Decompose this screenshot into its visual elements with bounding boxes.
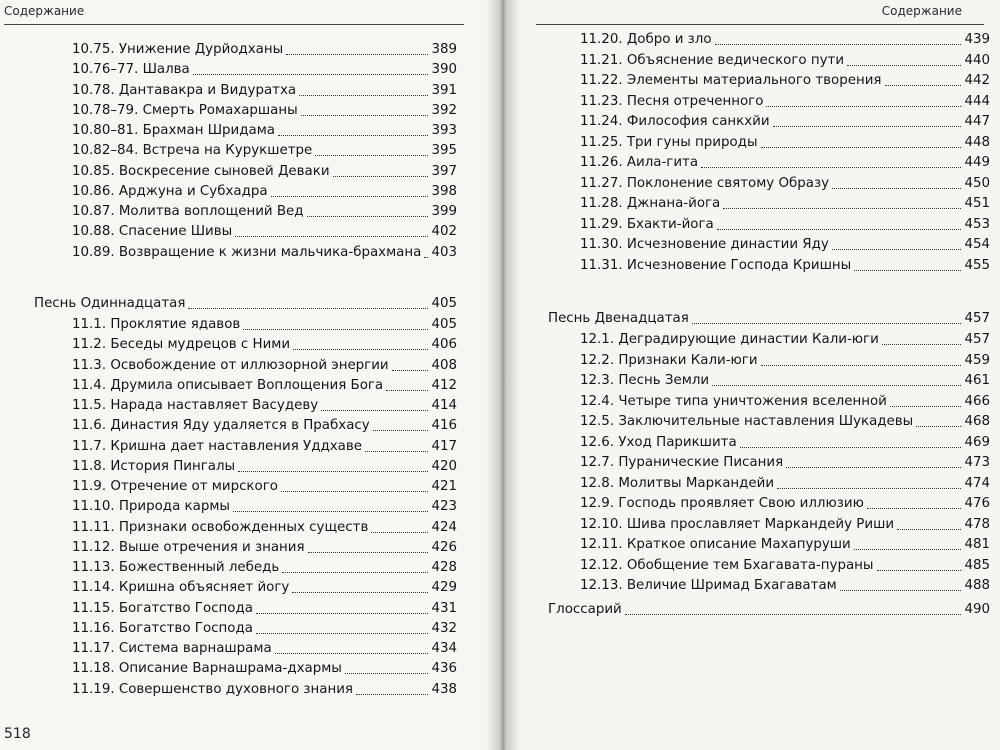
dot-leader bbox=[424, 257, 428, 258]
entry-page-number: 417 bbox=[431, 438, 457, 454]
toc-entry bbox=[580, 254, 990, 274]
dot-leader bbox=[877, 570, 962, 571]
dot-leader bbox=[235, 236, 428, 237]
dot-leader bbox=[916, 426, 961, 427]
entry-title: 11.12. Выше отречения и знания bbox=[72, 539, 305, 555]
entry-page-number: 436 bbox=[431, 661, 457, 677]
entry-title: 11.17. Система варнашрама bbox=[72, 641, 272, 656]
dot-leader bbox=[761, 147, 962, 148]
dot-leader bbox=[278, 135, 428, 136]
dot-leader bbox=[315, 155, 428, 156]
dot-leader bbox=[321, 410, 428, 411]
dot-leader bbox=[867, 508, 962, 509]
toc-entry bbox=[580, 554, 990, 574]
dot-leader bbox=[712, 385, 961, 386]
entry-page-number: 389 bbox=[431, 42, 457, 57]
toc-entry bbox=[580, 513, 990, 533]
toc-entry bbox=[72, 495, 457, 515]
dot-leader bbox=[832, 188, 961, 189]
toc-entry bbox=[72, 99, 457, 119]
right-page bbox=[506, 0, 1000, 750]
dot-leader bbox=[286, 54, 428, 55]
entry-title: 11.10. Природа кармы bbox=[72, 499, 231, 515]
header-rule bbox=[4, 24, 464, 25]
entry-title: 12.8. Молитвы Маркандейи bbox=[580, 475, 775, 491]
entry-page-number: 469 bbox=[964, 434, 990, 450]
toc-entry bbox=[72, 475, 457, 495]
toc-entry bbox=[72, 58, 457, 78]
dot-leader bbox=[854, 549, 962, 550]
entry-title: Песнь Одиннадцатая bbox=[34, 296, 186, 311]
entry-page-number: 393 bbox=[431, 123, 457, 138]
entry-page-number: 449 bbox=[964, 155, 990, 170]
entry-title: 10.75. Унижение Дурйодханы bbox=[72, 42, 284, 57]
entry-page-number: 455 bbox=[964, 257, 990, 273]
entry-title: 11.22. Элементы материального творения bbox=[580, 73, 882, 88]
entry-title: 11.7. Кришна дает наставления Уддхаве bbox=[72, 438, 362, 454]
entry-title: 12.2. Признаки Кали-юги bbox=[580, 352, 758, 368]
entry-title: 10.80–81. Брахман Шридама bbox=[72, 123, 276, 138]
entry-title: 12.6. Уход Парикшита bbox=[580, 434, 737, 450]
entry-page-number: 478 bbox=[964, 516, 990, 532]
toc-entry bbox=[72, 333, 457, 353]
entry-page-number: 423 bbox=[431, 499, 457, 515]
entry-page-number: 398 bbox=[431, 183, 457, 199]
running-head: Содержание bbox=[4, 4, 85, 18]
entry-title: 12.1. Деградирующие династии Кали-юги bbox=[580, 332, 879, 347]
entry-title: 12.3. Песнь Земли bbox=[580, 373, 710, 388]
entry-page-number: 412 bbox=[431, 377, 457, 393]
entry-title: 11.24. Философия санкхйи bbox=[580, 114, 770, 129]
book-gutter bbox=[486, 0, 520, 750]
dot-leader bbox=[832, 249, 962, 250]
entry-page-number: 405 bbox=[431, 296, 457, 311]
entry-title: 10.76–77. Шалва bbox=[72, 62, 190, 78]
entry-title: 12.12. Обобщение тем Бхагавата-пураны bbox=[580, 557, 874, 573]
toc-entry bbox=[580, 451, 990, 471]
dot-leader bbox=[882, 344, 962, 345]
dot-leader bbox=[308, 552, 429, 553]
toc-entry bbox=[72, 38, 457, 58]
entry-title: 10.89. Возвращение к жизни мальчика-брахмана bbox=[72, 244, 422, 260]
entry-page-number: 442 bbox=[964, 73, 990, 88]
dot-leader bbox=[777, 488, 961, 489]
dot-leader bbox=[293, 349, 428, 350]
toc-entry bbox=[72, 617, 457, 637]
entry-title: 12.11. Краткое описание Махапуруши bbox=[580, 537, 851, 552]
toc-entry bbox=[72, 637, 457, 657]
dot-leader bbox=[243, 329, 428, 330]
dot-leader bbox=[307, 216, 429, 217]
toc-entry bbox=[72, 119, 457, 139]
entry-page-number: 392 bbox=[431, 102, 457, 118]
toc-entry bbox=[72, 678, 457, 698]
toc-entry bbox=[580, 172, 990, 192]
entry-page-number: 450 bbox=[964, 175, 990, 191]
dot-leader bbox=[371, 532, 428, 533]
toc-section-entry bbox=[34, 292, 457, 312]
entry-title: 11.2. Беседы мудрецов с Ними bbox=[72, 337, 291, 353]
dot-leader bbox=[854, 270, 961, 271]
entry-page-number: 476 bbox=[964, 496, 990, 511]
entry-title: 11.9. Отречение от мирского bbox=[72, 479, 278, 494]
entry-page-number: 416 bbox=[431, 418, 457, 434]
page-number: 518 bbox=[4, 726, 31, 742]
entry-title: 11.4. Друмила описывает Воплощения Бога bbox=[72, 377, 384, 393]
running-head: Содержание bbox=[881, 4, 962, 18]
dot-leader bbox=[717, 229, 962, 230]
toc-entry bbox=[580, 28, 990, 48]
toc-entry bbox=[72, 435, 457, 455]
entry-title: 11.29. Бхакти-йога bbox=[580, 216, 714, 232]
entry-page-number: 459 bbox=[964, 352, 990, 368]
dot-leader bbox=[840, 590, 962, 591]
entry-page-number: 474 bbox=[964, 475, 990, 491]
toc-section-entry bbox=[548, 598, 990, 618]
entry-page-number: 457 bbox=[964, 311, 990, 326]
entry-page-number: 421 bbox=[431, 479, 457, 494]
dot-leader bbox=[740, 447, 962, 448]
entry-title: 11.18. Описание Варнашрама-дхармы bbox=[72, 661, 342, 677]
dot-leader bbox=[723, 208, 961, 209]
entry-title: 11.21. Объяснение ведического пути bbox=[580, 52, 845, 68]
toc-entry bbox=[580, 192, 990, 212]
dot-leader bbox=[373, 430, 429, 431]
entry-page-number: 432 bbox=[431, 620, 457, 636]
entry-page-number: 434 bbox=[431, 641, 457, 656]
toc-entry bbox=[72, 576, 457, 596]
dot-leader bbox=[885, 85, 962, 86]
toc-entry bbox=[580, 390, 990, 410]
entry-page-number: 420 bbox=[431, 458, 457, 474]
entry-page-number: 431 bbox=[431, 600, 457, 616]
toc-entry bbox=[72, 394, 457, 414]
dot-leader bbox=[625, 614, 962, 615]
toc-entry bbox=[580, 472, 990, 492]
entry-page-number: 406 bbox=[431, 337, 457, 353]
dot-leader bbox=[345, 673, 429, 674]
entry-page-number: 481 bbox=[964, 537, 990, 552]
entry-page-number: 402 bbox=[431, 224, 457, 240]
toc-entry bbox=[72, 79, 457, 99]
entry-page-number: 448 bbox=[964, 134, 990, 150]
toc-entry bbox=[580, 349, 990, 369]
entry-title: 10.88. Спасение Шивы bbox=[72, 224, 233, 240]
toc-entry bbox=[580, 369, 990, 389]
entry-page-number: 468 bbox=[964, 414, 990, 429]
entry-page-number: 399 bbox=[431, 204, 457, 219]
entry-title: 11.20. Добро и зло bbox=[580, 32, 712, 47]
toc-entry bbox=[580, 151, 990, 171]
toc-entry bbox=[72, 657, 457, 677]
header-rule bbox=[536, 24, 984, 25]
toc-entry bbox=[72, 241, 457, 261]
dot-leader bbox=[365, 451, 428, 452]
entry-page-number: 426 bbox=[431, 539, 457, 555]
toc-entry bbox=[72, 354, 457, 374]
entry-title: 11.11. Признаки освобожденных существ bbox=[72, 519, 369, 535]
entry-page-number: 451 bbox=[964, 196, 990, 211]
dot-leader bbox=[238, 471, 428, 472]
toc-entry bbox=[72, 220, 457, 240]
dot-leader bbox=[281, 491, 429, 492]
dot-leader bbox=[773, 126, 962, 127]
entry-page-number: 395 bbox=[431, 143, 457, 159]
entry-title: 12.9. Господь проявляет Свою иллюзию bbox=[580, 496, 864, 511]
toc-entry bbox=[580, 49, 990, 69]
toc-entry bbox=[72, 139, 457, 159]
dot-leader bbox=[256, 613, 429, 614]
toc-entry bbox=[72, 556, 457, 576]
entry-title: 11.6. Династия Яду удаляется в Прабхасу bbox=[72, 418, 370, 434]
entry-title: 10.78–79. Смерть Ромахаршаны bbox=[72, 102, 298, 118]
toc-entry bbox=[580, 410, 990, 430]
entry-page-number: 461 bbox=[964, 373, 990, 388]
dot-leader bbox=[786, 467, 961, 468]
dot-leader bbox=[890, 406, 962, 407]
entry-page-number: 453 bbox=[964, 216, 990, 232]
entry-title: 11.3. Освобождение от иллюзорной энергии bbox=[72, 357, 389, 373]
dot-leader bbox=[193, 74, 429, 75]
entry-title: 11.5. Нарада наставляет Васудеву bbox=[72, 398, 319, 413]
entry-page-number: 485 bbox=[964, 557, 990, 573]
entry-title: 11.8. История Пингалы bbox=[72, 458, 236, 474]
entry-title: 11.30. Исчезновение династии Яду bbox=[580, 237, 829, 252]
dot-leader bbox=[333, 176, 429, 177]
toc-entry bbox=[580, 213, 990, 233]
dot-leader bbox=[233, 511, 428, 512]
toc-entry bbox=[580, 90, 990, 110]
toc-entry bbox=[72, 414, 457, 434]
entry-title: 11.19. Совершенство духовного знания bbox=[72, 681, 353, 697]
dot-leader bbox=[271, 196, 429, 197]
dot-leader bbox=[847, 65, 961, 66]
entry-title: 11.31. Исчезновение Господа Кришны bbox=[580, 257, 852, 273]
entry-title: 12.4. Четыре типа уничтожения вселенной bbox=[580, 393, 887, 409]
dot-leader bbox=[292, 592, 428, 593]
dot-leader bbox=[282, 572, 428, 573]
entry-page-number: 488 bbox=[964, 578, 990, 593]
toc-entry bbox=[72, 160, 457, 180]
entry-title: 10.85. Воскресение сыновей Деваки bbox=[72, 163, 330, 179]
dot-leader bbox=[701, 167, 961, 168]
entry-title: 10.86. Арджуна и Субхадра bbox=[72, 183, 268, 199]
toc-entry bbox=[72, 516, 457, 536]
entry-title: 10.78. Дантавакра и Видуратха bbox=[72, 82, 297, 98]
dot-leader bbox=[356, 694, 428, 695]
toc-section-entry bbox=[548, 307, 990, 327]
entry-title: 12.7. Пуранические Писания bbox=[580, 455, 784, 470]
entry-page-number: 405 bbox=[431, 317, 457, 332]
entry-title: 12.5. Заключительные наставления Шукадевы bbox=[580, 414, 914, 429]
toc-entry bbox=[72, 455, 457, 475]
dot-leader bbox=[715, 44, 962, 45]
dot-leader bbox=[386, 390, 428, 391]
entry-page-number: 457 bbox=[964, 332, 990, 347]
toc-entry bbox=[580, 233, 990, 253]
toc-entry bbox=[72, 180, 457, 200]
entry-title: 12.13. Величие Шримад Бхагаватам bbox=[580, 578, 837, 593]
entry-title: Глоссарий bbox=[548, 602, 622, 617]
toc-entry bbox=[72, 536, 457, 556]
entry-page-number: 440 bbox=[964, 52, 990, 68]
entry-page-number: 444 bbox=[964, 93, 990, 109]
toc-entry bbox=[580, 533, 990, 553]
entry-title: 11.28. Джнана-йога bbox=[580, 196, 721, 211]
dot-leader bbox=[761, 365, 962, 366]
toc-entry bbox=[72, 313, 457, 333]
entry-page-number: 391 bbox=[431, 82, 457, 98]
entry-page-number: 424 bbox=[431, 519, 457, 535]
entry-page-number: 438 bbox=[431, 681, 457, 697]
dot-leader bbox=[256, 633, 429, 634]
dot-leader bbox=[392, 370, 429, 371]
toc-entry bbox=[580, 69, 990, 89]
entry-page-number: 439 bbox=[964, 32, 990, 47]
dot-leader bbox=[188, 308, 428, 309]
entry-page-number: 408 bbox=[431, 357, 457, 373]
dot-leader bbox=[692, 323, 962, 324]
entry-title: 11.16. Богатство Господа bbox=[72, 620, 253, 636]
entry-title: 11.1. Проклятие ядавов bbox=[72, 317, 241, 332]
entry-page-number: 473 bbox=[964, 455, 990, 470]
entry-page-number: 466 bbox=[964, 393, 990, 409]
toc-entry bbox=[580, 431, 990, 451]
toc-entry bbox=[580, 328, 990, 348]
entry-title: 11.25. Три гуны природы bbox=[580, 134, 758, 150]
entry-title: 11.13. Божественный лебедь bbox=[72, 560, 280, 575]
entry-title: 10.82–84. Встреча на Курукшетре bbox=[72, 143, 313, 159]
entry-page-number: 390 bbox=[431, 62, 457, 78]
toc-entry bbox=[580, 492, 990, 512]
entry-title: 11.26. Аила-гита bbox=[580, 155, 699, 170]
entry-title: 12.10. Шива прославляет Маркандейу Риши bbox=[580, 516, 895, 532]
entry-page-number: 490 bbox=[964, 602, 990, 617]
toc-entry bbox=[580, 574, 990, 594]
entry-title: 11.15. Богатство Господа bbox=[72, 600, 253, 616]
dot-leader bbox=[299, 95, 428, 96]
toc-entry bbox=[580, 110, 990, 130]
entry-title: 10.87. Молитва воплощений Вед bbox=[72, 204, 304, 219]
toc-entry bbox=[580, 131, 990, 151]
entry-title: 11.14. Кришна объясняет йогу bbox=[72, 580, 290, 596]
entry-page-number: 454 bbox=[964, 237, 990, 252]
entry-page-number: 428 bbox=[431, 560, 457, 575]
dot-leader bbox=[766, 106, 961, 107]
entry-title: 11.23. Песня отреченного bbox=[580, 93, 764, 109]
entry-page-number: 403 bbox=[431, 244, 457, 260]
entry-title: 11.27. Поклонение святому Образу bbox=[580, 175, 830, 191]
entry-title: Песнь Двенадцатая bbox=[548, 311, 689, 326]
dot-leader bbox=[275, 653, 429, 654]
toc-entry bbox=[72, 374, 457, 394]
toc-entry bbox=[72, 200, 457, 220]
toc-entry bbox=[72, 597, 457, 617]
entry-page-number: 414 bbox=[431, 398, 457, 413]
entry-page-number: 429 bbox=[431, 580, 457, 596]
dot-leader bbox=[897, 529, 961, 530]
entry-page-number: 397 bbox=[431, 163, 457, 179]
dot-leader bbox=[301, 115, 429, 116]
entry-page-number: 447 bbox=[964, 114, 990, 129]
